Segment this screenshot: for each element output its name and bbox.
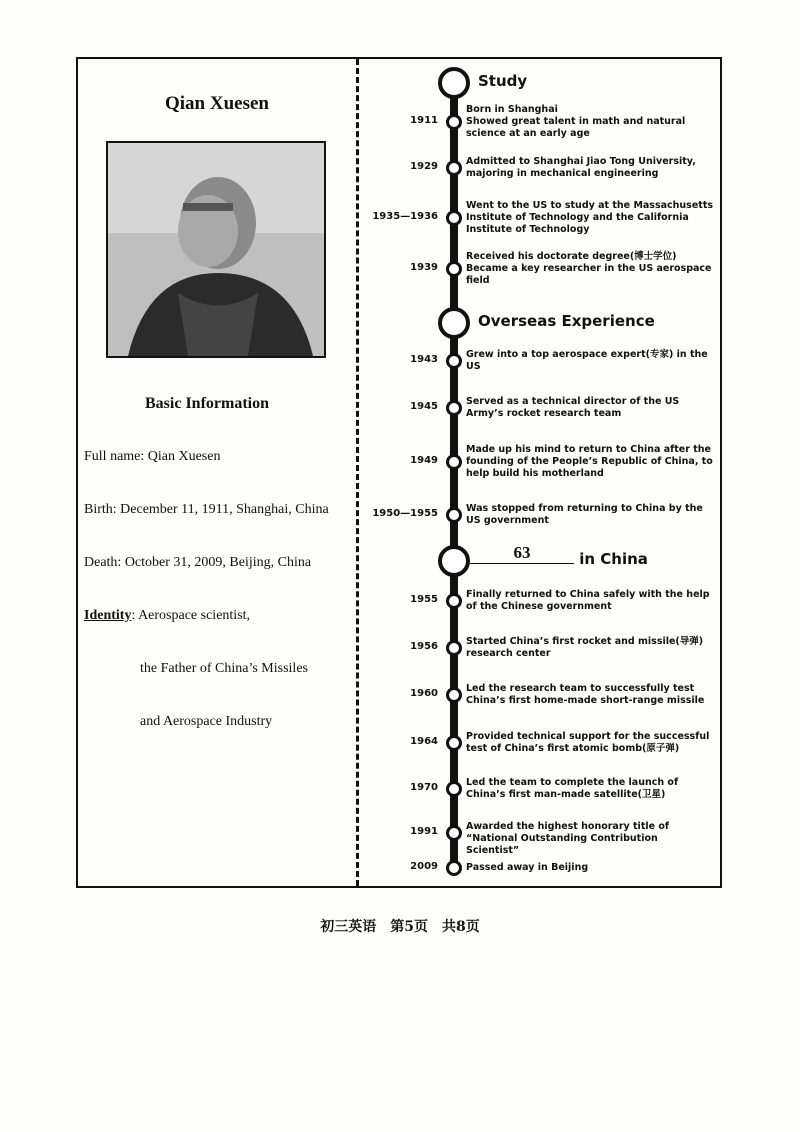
event-year: 1960 bbox=[410, 688, 438, 699]
section-marker-china bbox=[438, 545, 470, 577]
event-year: 1955 bbox=[410, 594, 438, 605]
identity-fact bbox=[84, 608, 250, 624]
event-marker bbox=[446, 400, 462, 416]
event-marker bbox=[446, 353, 462, 369]
identity-value: : Aerospace scientist, bbox=[131, 608, 251, 623]
event-year: 1991 bbox=[410, 826, 438, 837]
event-year: 2009 bbox=[410, 861, 438, 872]
event-text: Admitted to Shanghai Jiao Tong University, majoring in mechanical engineering bbox=[466, 156, 696, 179]
event-text: Was stopped from returning to China by the US government bbox=[466, 503, 703, 526]
event-marker bbox=[446, 454, 462, 470]
profile-column bbox=[78, 59, 356, 884]
portrait-photo bbox=[106, 141, 326, 358]
event-text: Awarded the highest honorary title of “National Outstanding Contribution Scientist” bbox=[466, 821, 670, 856]
event-marker bbox=[446, 640, 462, 656]
identity-line-3: and Aerospace Industry bbox=[140, 714, 273, 729]
event-year: 1964 bbox=[410, 736, 438, 747]
event-text: Made up his mind to return to China after the founding of the People’s Republic of China, to help build his motherland bbox=[466, 444, 713, 479]
event-marker bbox=[446, 781, 462, 797]
event-marker bbox=[446, 735, 462, 751]
event-marker bbox=[446, 210, 462, 226]
event-marker bbox=[446, 593, 462, 609]
event-year: 1943 bbox=[410, 354, 438, 365]
event-year: 1950—1955 bbox=[372, 508, 438, 519]
event-text: Finally returned to China safely with the help of the Chinese government bbox=[466, 589, 710, 612]
basic-info-heading: Basic Information bbox=[145, 395, 269, 412]
page-footer: 初三英语 第5页 共8页 bbox=[320, 919, 480, 935]
section-marker-overseas bbox=[438, 307, 470, 339]
event-text: Went to the US to study at the Massachusetts Institute of Technology and the California Institute of Technology bbox=[466, 200, 714, 235]
event-marker bbox=[446, 825, 462, 841]
full-name-fact: Full name: Qian Xuesen bbox=[84, 449, 221, 464]
profile-name: Qian Xuesen bbox=[165, 93, 269, 114]
identity-label: Identity bbox=[84, 608, 132, 623]
section-overseas: Overseas Experience bbox=[478, 312, 655, 330]
event-marker bbox=[446, 507, 462, 523]
event-year: 1945 bbox=[410, 401, 438, 412]
event-text: Provided technical support for the successful test of China’s first atomic bomb(原子弹) bbox=[466, 731, 710, 754]
event-text: Led the team to complete the launch of China’s first man-made satellite(卫星) bbox=[466, 777, 679, 800]
event-text: Served as a technical director of the US Army’s rocket research team bbox=[466, 396, 680, 419]
event-marker bbox=[446, 860, 462, 876]
answer-blank: 63 bbox=[470, 543, 574, 564]
death-fact: Death: October 31, 2009, Beijing, China bbox=[84, 555, 312, 570]
event-text: Started China’s first rocket and missile(导弹) research center bbox=[466, 636, 704, 659]
event-marker bbox=[446, 261, 462, 277]
event-marker bbox=[446, 687, 462, 703]
birth-fact: Birth: December 11, 1911, Shanghai, China bbox=[84, 502, 329, 517]
section-china-suffix: in China bbox=[579, 550, 648, 568]
timeline bbox=[358, 59, 718, 884]
section-marker-study bbox=[438, 67, 470, 99]
event-year: 1956 bbox=[410, 641, 438, 652]
event-year: 1935—1936 bbox=[372, 211, 438, 222]
section-china bbox=[470, 543, 648, 570]
event-year: 1949 bbox=[410, 455, 438, 466]
event-marker bbox=[446, 160, 462, 176]
event-text: Received his doctorate degree(博士学位) Became a key researcher in the US aerospace field bbox=[466, 251, 712, 286]
event-year: 1911 bbox=[410, 115, 438, 126]
event-year: 1929 bbox=[410, 161, 438, 172]
event-text: Passed away in Beijing bbox=[466, 862, 589, 873]
event-year: 1970 bbox=[410, 782, 438, 793]
event-text: Grew into a top aerospace expert(专家) in the US bbox=[466, 349, 708, 372]
event-marker bbox=[446, 114, 462, 130]
identity-line-2: the Father of China’s Missiles bbox=[140, 661, 308, 676]
event-year: 1939 bbox=[410, 262, 438, 273]
event-text: Led the research team to successfully test China’s first home-made short-range missile bbox=[466, 683, 705, 706]
section-study: Study bbox=[478, 72, 528, 90]
timeline-spine bbox=[450, 81, 458, 871]
event-text: Born in Shanghai Showed great talent in math and natural science at an early age bbox=[466, 104, 686, 139]
